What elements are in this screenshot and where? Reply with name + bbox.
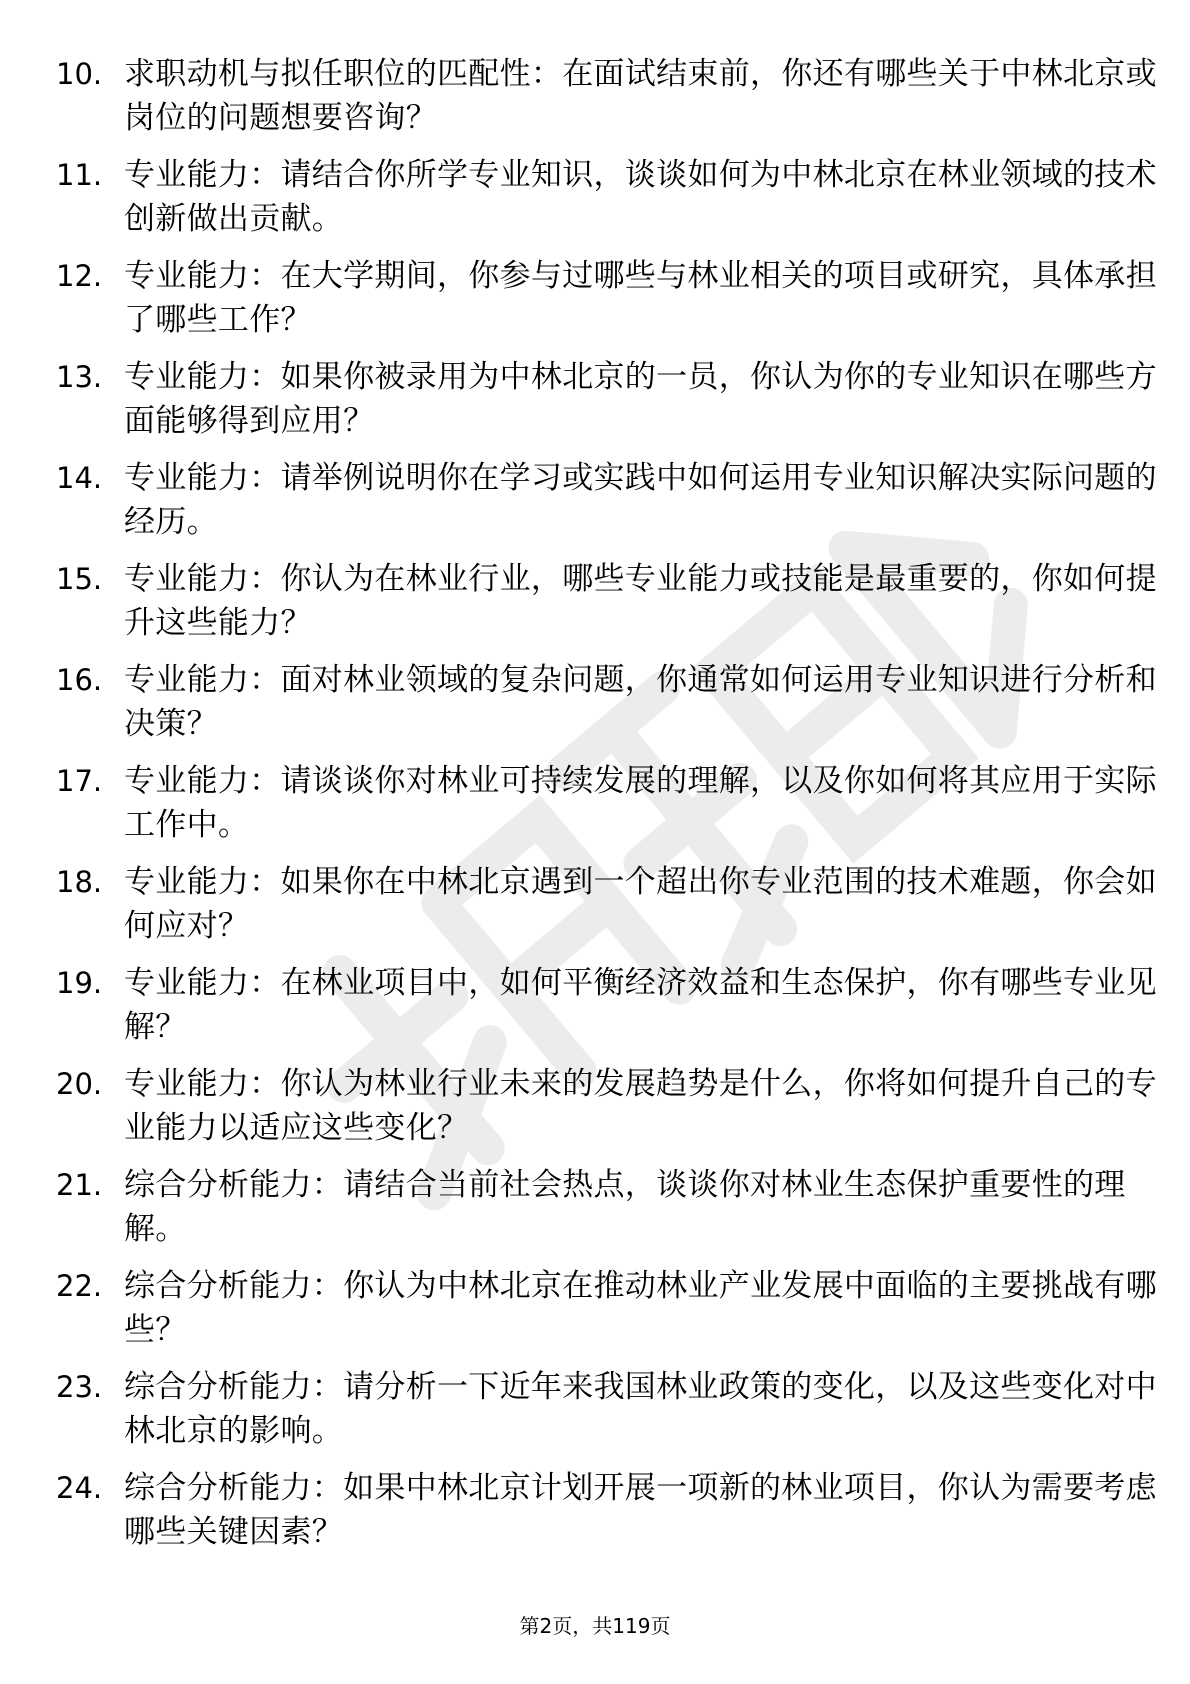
question-number: 20. — [56, 1067, 103, 1101]
question-item — [56, 557, 1157, 658]
question-item — [56, 355, 1157, 456]
question-number: 16. — [56, 663, 103, 697]
question-text: 专业能力：如果你被录用为中林北京的一员，你认为你的专业知识在哪些方面能够得到应用？ — [124, 359, 1157, 439]
question-item — [56, 1062, 1157, 1163]
question-item — [56, 1264, 1157, 1365]
question-number: 14. — [56, 461, 103, 495]
question-text: 综合分析能力：如果中林北京计划开展一项新的林业项目，你认为需要考虑哪些关键因素？ — [124, 1470, 1157, 1550]
question-item — [56, 759, 1157, 860]
question-text: 综合分析能力：请分析一下近年来我国林业政策的变化，以及这些变化对中林北京的影响。 — [124, 1369, 1157, 1449]
question-number: 13. — [56, 360, 103, 394]
question-text: 综合分析能力：你认为中林北京在推动林业产业发展中面临的主要挑战有哪些？ — [124, 1268, 1157, 1348]
question-number: 23. — [56, 1370, 103, 1404]
question-item — [56, 860, 1157, 961]
question-number: 22. — [56, 1269, 103, 1303]
question-item — [56, 961, 1157, 1062]
question-item — [56, 1466, 1157, 1567]
question-item — [56, 658, 1157, 759]
question-number: 11. — [56, 158, 103, 192]
question-item — [56, 254, 1157, 355]
question-number: 18. — [56, 865, 103, 899]
question-text: 专业能力：你认为在林业行业，哪些专业能力或技能是最重要的，你如何提升这些能力？ — [124, 561, 1157, 641]
question-text: 专业能力：在大学期间，你参与过哪些与林业相关的项目或研究，具体承担了哪些工作？ — [124, 258, 1157, 338]
question-number: 19. — [56, 966, 103, 1000]
question-text: 综合分析能力：请结合当前社会热点，谈谈你对林业生态保护重要性的理解。 — [124, 1167, 1126, 1247]
question-text: 求职动机与拟任职位的匹配性：在面试结束前，你还有哪些关于中林北京或岗位的问题想要咨询？ — [124, 56, 1157, 136]
question-text: 专业能力：请结合你所学专业知识，谈谈如何为中林北京在林业领域的技术创新做出贡献。 — [124, 157, 1157, 237]
question-text: 专业能力：面对林业领域的复杂问题，你通常如何运用专业知识进行分析和决策？ — [124, 662, 1157, 742]
question-number: 10. — [56, 57, 103, 91]
question-text: 专业能力：在林业项目中，如何平衡经济效益和生态保护，你有哪些专业见解？ — [124, 965, 1157, 1045]
question-number: 24. — [56, 1471, 103, 1505]
question-item — [56, 1163, 1136, 1264]
question-number: 17. — [56, 764, 103, 798]
question-number: 21. — [56, 1168, 103, 1202]
question-text: 专业能力：你认为林业行业未来的发展趋势是什么，你将如何提升自己的专业能力以适应这些变化？ — [124, 1066, 1157, 1146]
question-text: 专业能力：请举例说明你在学习或实践中如何运用专业知识解决实际问题的经历。 — [124, 460, 1157, 540]
question-item — [56, 456, 1157, 557]
question-item — [56, 153, 1157, 254]
question-text: 专业能力：如果你在中林北京遇到一个超出你专业范围的技术难题，你会如何应对？ — [124, 864, 1157, 944]
page-footer: 第2页，共119页 — [519, 1614, 671, 1638]
question-text: 专业能力：请谈谈你对林业可持续发展的理解，以及你如何将其应用于实际工作中。 — [124, 763, 1157, 843]
question-list — [56, 52, 1157, 1567]
question-number: 15. — [56, 562, 103, 596]
question-item — [56, 1365, 1157, 1466]
question-item — [56, 52, 1157, 153]
question-number: 12. — [56, 259, 103, 293]
